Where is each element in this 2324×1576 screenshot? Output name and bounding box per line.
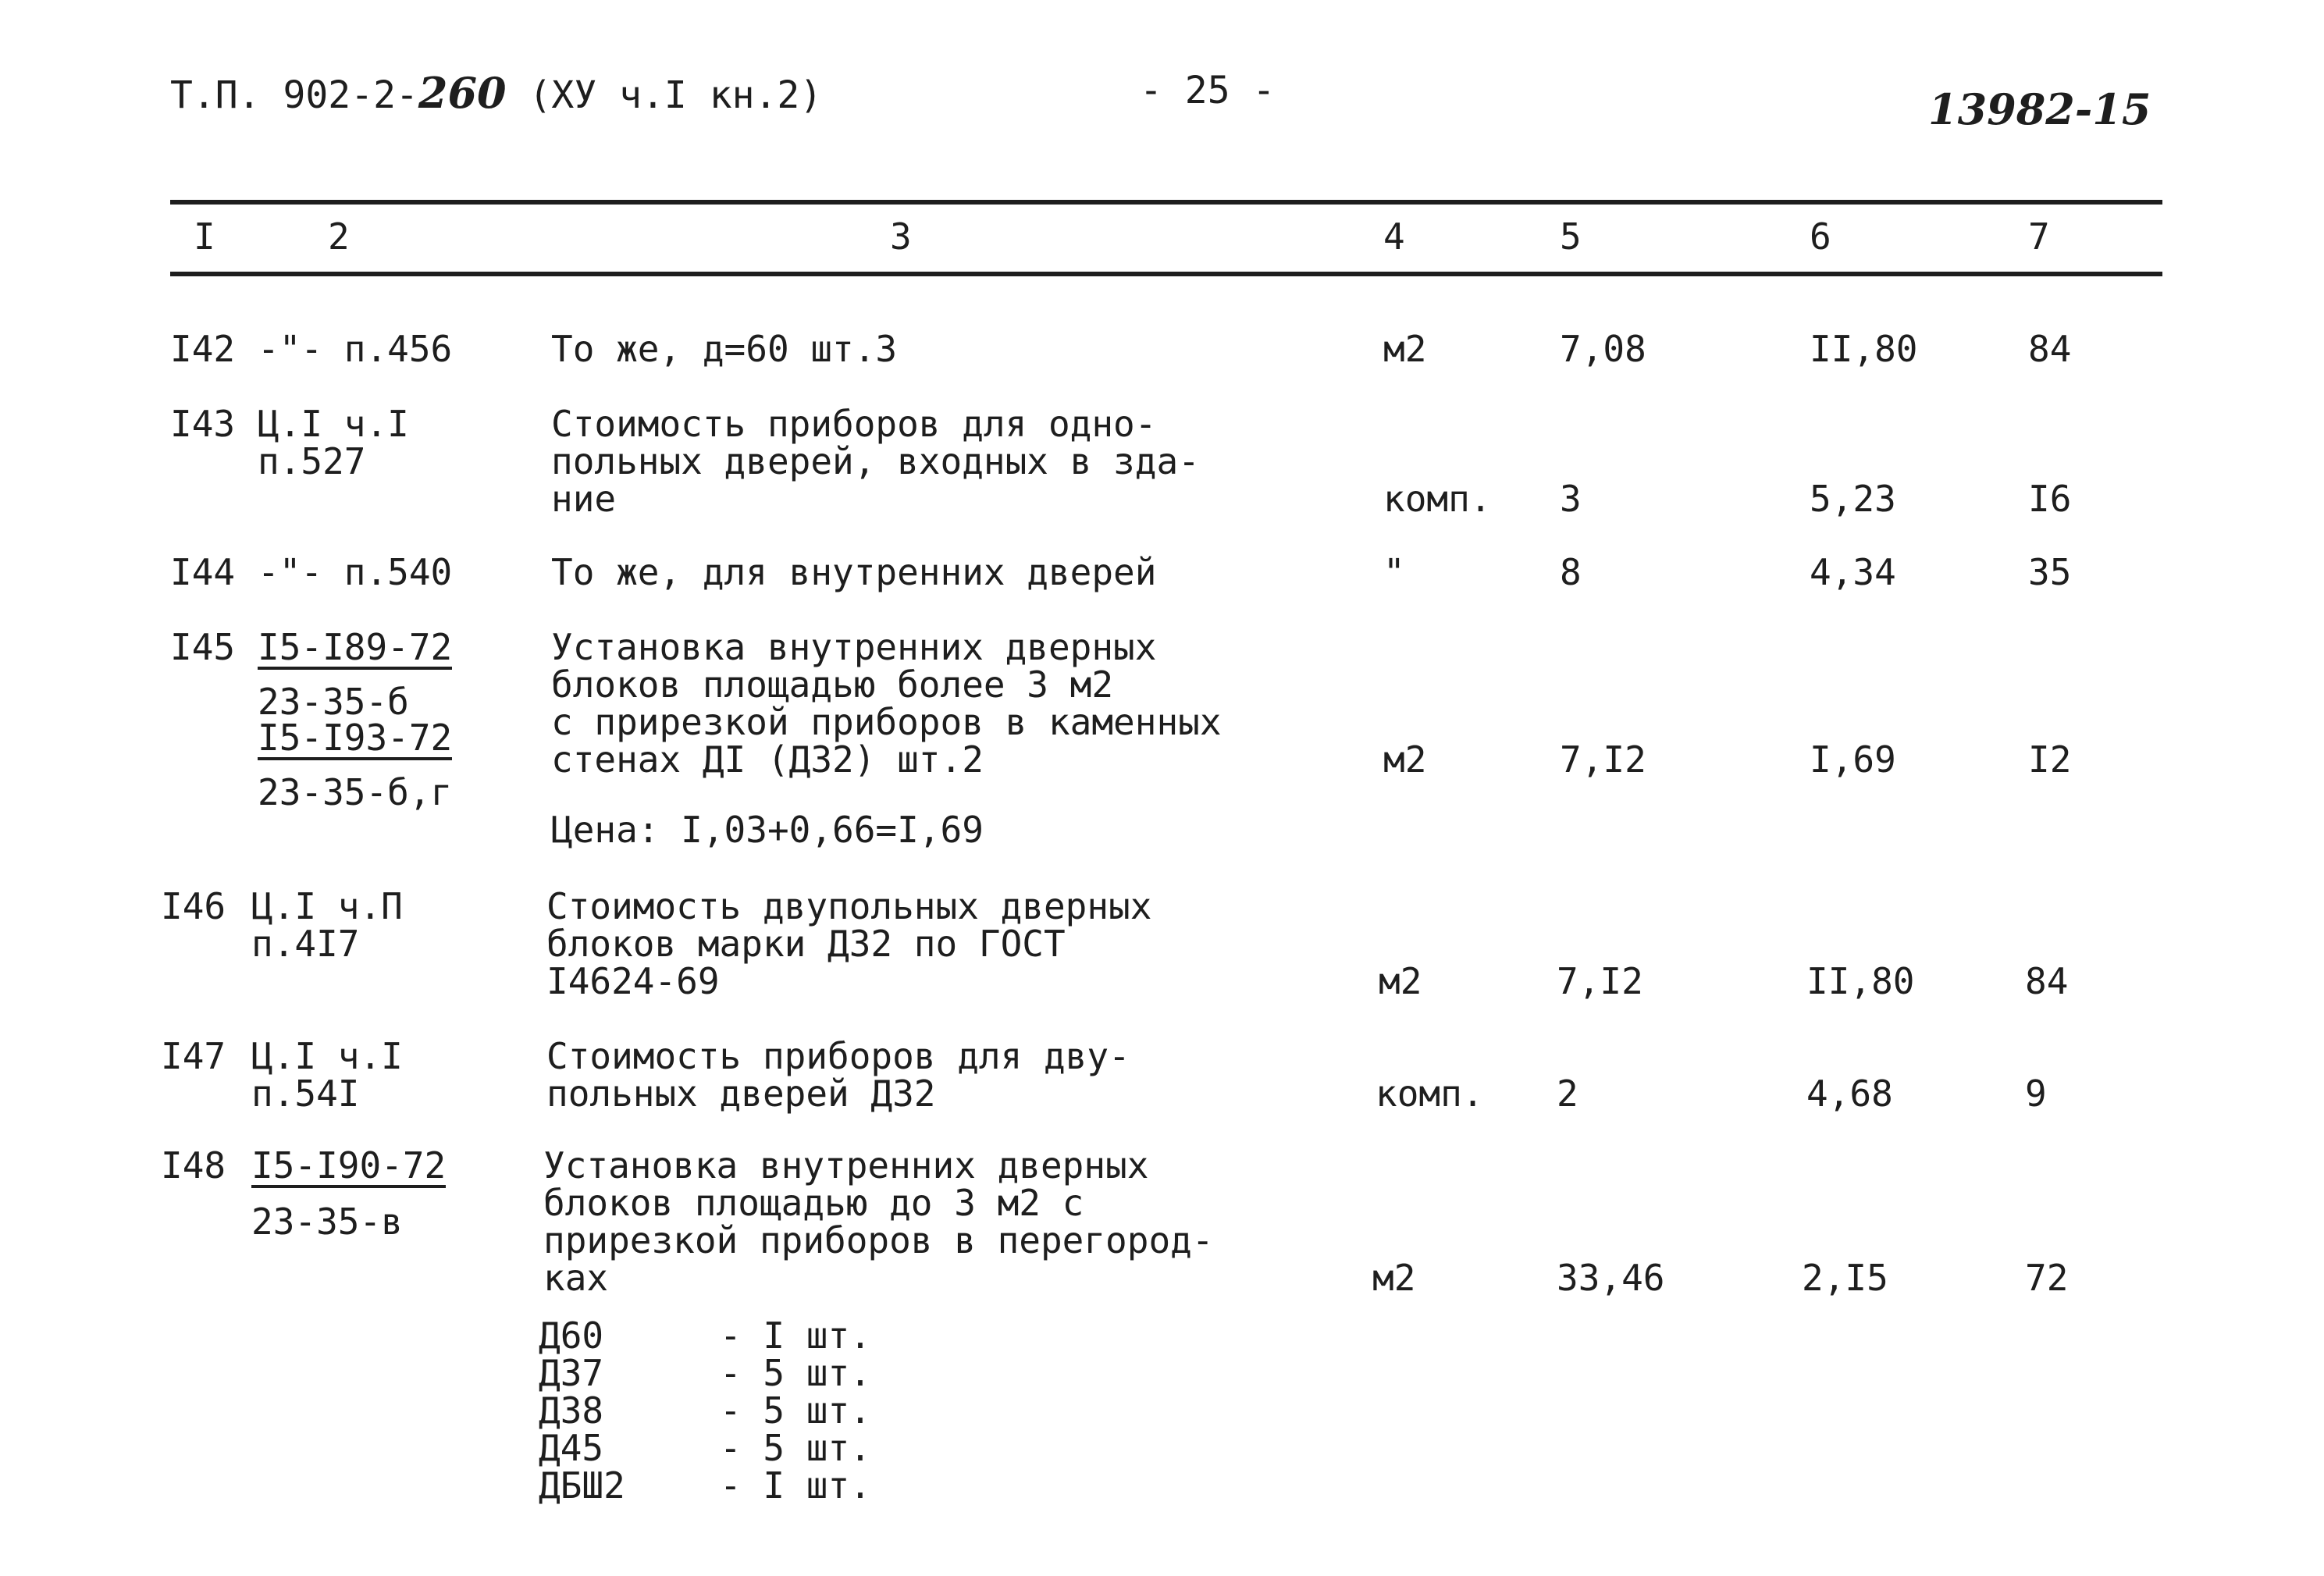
unit-price: II,80 bbox=[1806, 960, 1915, 1002]
row-number: I48 bbox=[161, 1144, 226, 1186]
page-number: - 25 - bbox=[1140, 69, 1276, 112]
unit-price: 5,23 bbox=[1810, 478, 1896, 520]
door-count: - 5 шт. bbox=[720, 1352, 871, 1394]
description-line: Установка внутренних дверных bbox=[551, 626, 1157, 668]
price-code: Ц.I ч.I bbox=[258, 403, 409, 445]
total: 84 bbox=[2028, 328, 2072, 370]
column-header-6: 6 bbox=[1810, 215, 1831, 258]
table-top-rule bbox=[170, 200, 2162, 205]
quantity: 7,I2 bbox=[1560, 738, 1646, 781]
unit: м2 bbox=[1383, 738, 1427, 781]
unit: м2 bbox=[1383, 328, 1427, 370]
description-line: прирезкой приборов в перегород- bbox=[543, 1219, 1214, 1261]
price-code: п.54I bbox=[251, 1073, 360, 1115]
column-header-3: 3 bbox=[890, 215, 912, 258]
row-number: I46 bbox=[161, 885, 226, 927]
door-mark: ДБШ2 bbox=[539, 1464, 625, 1507]
unit-price: 4,34 bbox=[1810, 551, 1896, 593]
column-header-1: I bbox=[194, 215, 215, 258]
quantity: 7,I2 bbox=[1557, 960, 1643, 1002]
unit-price: 4,68 bbox=[1806, 1073, 1893, 1115]
quantity: 33,46 bbox=[1557, 1257, 1665, 1299]
description-line: ках bbox=[543, 1257, 609, 1299]
column-header-7: 7 bbox=[2028, 215, 2050, 258]
column-header-4: 4 bbox=[1383, 215, 1405, 258]
description-line: блоков марки Д32 по ГОСТ bbox=[546, 923, 1066, 965]
total: I2 bbox=[2028, 738, 2072, 781]
price-note: Цена: I,03+0,66=I,69 bbox=[551, 809, 984, 851]
total: 72 bbox=[2025, 1257, 2069, 1299]
door-mark: Д38 bbox=[539, 1389, 604, 1432]
description-line: польных дверей Д32 bbox=[546, 1073, 936, 1115]
doc-ref-suffix: (ХУ ч.I кн.2) bbox=[529, 73, 823, 117]
price-code: Ц.I ч.П bbox=[251, 885, 403, 927]
row-number: I43 bbox=[170, 403, 236, 445]
price-code-underlined: I5-I89-72 bbox=[258, 626, 453, 668]
total: I6 bbox=[2028, 478, 2072, 520]
unit: м2 bbox=[1372, 1257, 1416, 1299]
price-code: -"- п.456 bbox=[258, 328, 453, 370]
row-number: I42 bbox=[170, 328, 236, 370]
description-line: Стоимость двупольных дверных bbox=[546, 885, 1152, 927]
total: 35 bbox=[2028, 551, 2072, 593]
document-reference bbox=[170, 68, 823, 118]
doc-ref-prefix: Т.П. 902-2- bbox=[170, 73, 418, 117]
door-count: - I шт. bbox=[720, 1315, 871, 1357]
description-line: Стоимость приборов для одно- bbox=[551, 403, 1157, 445]
total: 9 bbox=[2025, 1073, 2047, 1115]
description-line: с прирезкой приборов в каменных bbox=[551, 701, 1222, 743]
quantity: 7,08 bbox=[1560, 328, 1646, 370]
row-number: I44 bbox=[170, 551, 236, 593]
door-count: - I шт. bbox=[720, 1464, 871, 1507]
door-mark: Д37 bbox=[539, 1352, 604, 1394]
door-mark: Д45 bbox=[539, 1427, 604, 1469]
price-code: 23-35-б,г bbox=[258, 771, 453, 813]
price-code-underlined: I5-I90-72 bbox=[251, 1144, 447, 1186]
price-code: -"- п.540 bbox=[258, 551, 453, 593]
unit: м2 bbox=[1379, 960, 1422, 1002]
price-code: 23-35-б bbox=[258, 681, 409, 723]
unit: комп. bbox=[1383, 478, 1492, 520]
doc-ref-handwritten: 260 bbox=[418, 68, 507, 118]
column-header-5: 5 bbox=[1560, 215, 1582, 258]
door-mark: Д60 bbox=[539, 1315, 604, 1357]
description-line: польных дверей, входных в зда- bbox=[551, 440, 1200, 482]
archive-number: 13982-15 bbox=[1928, 84, 2151, 134]
description-line: То же, д=60 шт.3 bbox=[551, 328, 898, 370]
description-line: Стоимость приборов для дву- bbox=[546, 1035, 1130, 1077]
price-code-underlined: I5-I93-72 bbox=[258, 717, 453, 759]
unit-price: 2,I5 bbox=[1802, 1257, 1888, 1299]
unit-price: I,69 bbox=[1810, 738, 1896, 781]
price-code: п.4I7 bbox=[251, 923, 360, 965]
row-number: I47 bbox=[161, 1035, 226, 1077]
price-code: Ц.I ч.I bbox=[251, 1035, 403, 1077]
description-line: То же, для внутренних дверей bbox=[551, 551, 1157, 593]
description-line: стенах ДI (Д32) шт.2 bbox=[551, 738, 984, 781]
unit: комп. bbox=[1376, 1073, 1484, 1115]
column-header-2: 2 bbox=[328, 215, 350, 258]
door-count: - 5 шт. bbox=[720, 1427, 871, 1469]
description-line: блоков площадью до 3 м2 с bbox=[543, 1182, 1084, 1224]
header-bottom-rule bbox=[170, 272, 2162, 276]
quantity: 3 bbox=[1560, 478, 1582, 520]
unit-price: II,80 bbox=[1810, 328, 1918, 370]
quantity: 2 bbox=[1557, 1073, 1578, 1115]
description-line: блоков площадью более 3 м2 bbox=[551, 663, 1114, 706]
quantity: 8 bbox=[1560, 551, 1582, 593]
row-number: I45 bbox=[170, 626, 236, 668]
price-code: 23-35-в bbox=[251, 1201, 403, 1243]
unit: " bbox=[1383, 551, 1405, 593]
price-code: п.527 bbox=[258, 440, 366, 482]
description-line: I4624-69 bbox=[546, 960, 720, 1002]
description-line: ние bbox=[551, 478, 617, 520]
description-line: Установка внутренних дверных bbox=[543, 1144, 1149, 1186]
door-count: - 5 шт. bbox=[720, 1389, 871, 1432]
total: 84 bbox=[2025, 960, 2069, 1002]
